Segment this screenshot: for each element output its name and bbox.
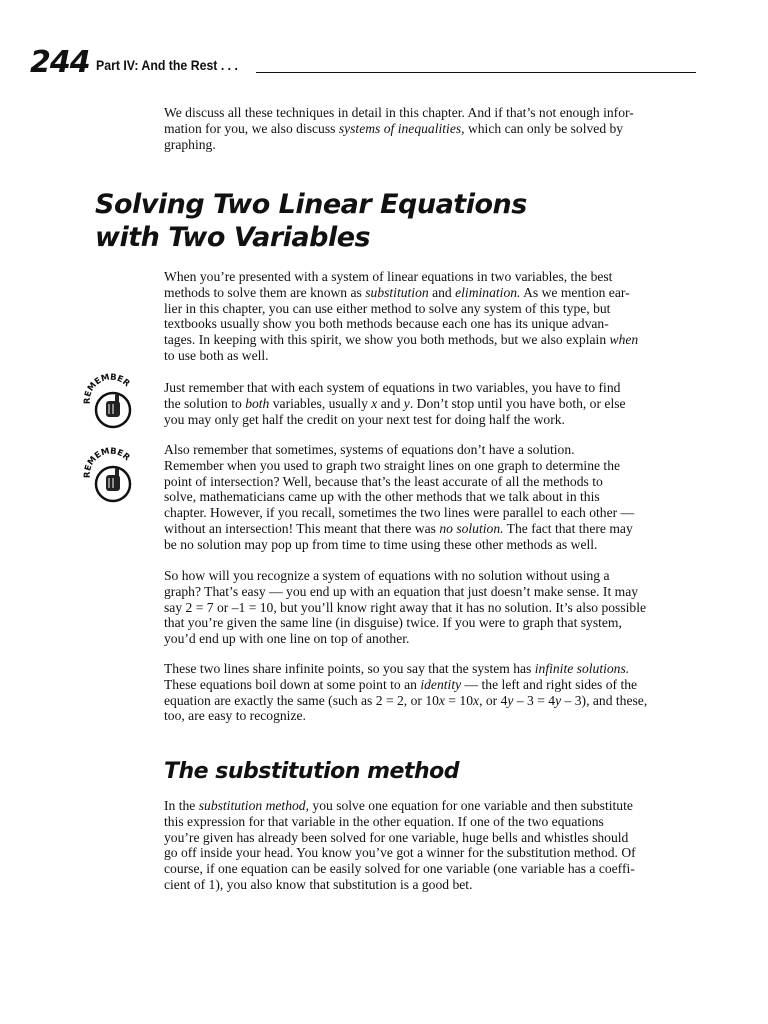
intro-paragraph: We discuss all these techniques in detail in this chapter. And if that’s not enough infor- mation for you, we also discuss systems of inequalities, which can only be solved by graphing. — [164, 105, 634, 152]
paragraph-methods: When you’re presented with a system of linear equations in two variables, the best methods to solve them are known as substitution and elimination. As we mention ear- lier in this chapter, you can use either method to solve any system of this type, but textbooks usually show you both methods because each one has its unique advan- tages. In keeping with this spirit, we show you both methods, but we also explain when to use both as well. — [164, 269, 639, 363]
emphasis-text: systems of inequalities, — [338, 120, 465, 136]
emphasis-text: no solution. — [439, 520, 504, 536]
emphasis-text: substitution method, — [198, 798, 309, 813]
emphasis-text: y — [403, 395, 410, 411]
emphasis-text: x — [371, 395, 378, 411]
emphasis-text: identity — [420, 676, 462, 692]
emphasis-text: x — [473, 692, 480, 708]
remember-icon — [82, 368, 138, 434]
paragraph-both-variables: Just remember that with each system of equations in two variables, you have to find the solution to both variables, usually x and y. Don’t stop until you have both, or else you may only get half the credit on your next test for doing half the work. — [164, 380, 626, 427]
paragraph-infinite: These two lines share infinite points, so you say that the system has infinite solutions. These equations boil down at some point to an identity — the left and right sides of the equation are exactly the same (such as 2 = 2, or 10x = 10x, or 4y – 3 = 4y – 3), and these, too, are easy to recognize. — [164, 661, 648, 724]
emphasis-text: elimination. — [455, 284, 521, 300]
header-rule — [256, 72, 696, 73]
emphasis-text: both — [245, 395, 270, 411]
page-number: 244 — [30, 45, 90, 80]
remember-icon — [82, 442, 138, 508]
paragraph-substitution: In the substitution method, you solve one equation for one variable and then substitute this expression for that variable in the other equation. If one of the two equations you’re given has already been solved for one variable, huge bells and whistles should go off inside your head. You know you’ve got a winner for the substitution method. Of course, if one equation can be easily solved for one variable (one variable has a coeffi- cient of 1), you also know that substitution is a good bet. — [164, 798, 636, 892]
paragraph-no-solution: Also remember that sometimes, systems of equations don’t have a solution. Remember when you used to graph two straight lines on one graph to determine the point of intersection? Well, because that’s the least accurate of all the methods to solve, mathematicians came up with the other methods that we talk about in this chapter. However, if you recall, sometimes the two lines were parallel to each other — without an intersection! This meant that there was no solution. The fact that there may be no solution may pop up from time to time using these other methods as well. — [164, 442, 635, 552]
emphasis-text: x — [438, 692, 445, 708]
emphasis-text: infinite solutions. — [534, 661, 630, 676]
emphasis-text: when — [609, 332, 639, 348]
emphasis-text: y — [555, 692, 562, 708]
remember-icon-label: REMEMBER — [82, 446, 132, 479]
section-heading — [95, 188, 695, 254]
paragraph-recognize: So how will you recognize a system of equations with no solution without using a graph? That’s easy — you end up with an equation that just doesn’t make sense. It may say 2 = 7 or –1 = 10, but you’ll know right away that it has no solution. It’s also possible that you’re given the same line (in disguise) twice. If you were to graph that system, you’d end up with one line on top of another. — [164, 568, 647, 647]
part-title: Part IV: And the Rest . . . — [96, 57, 238, 73]
emphasis-text: y — [507, 692, 514, 708]
section-heading-line2: with Two Variables — [95, 222, 371, 253]
page-header — [30, 46, 696, 80]
emphasis-text: substitution — [365, 284, 429, 300]
remember-icon-label: REMEMBER — [82, 372, 132, 405]
subsection-heading: The substitution method — [164, 759, 459, 784]
section-heading-line1: Solving Two Linear Equations — [95, 189, 527, 220]
